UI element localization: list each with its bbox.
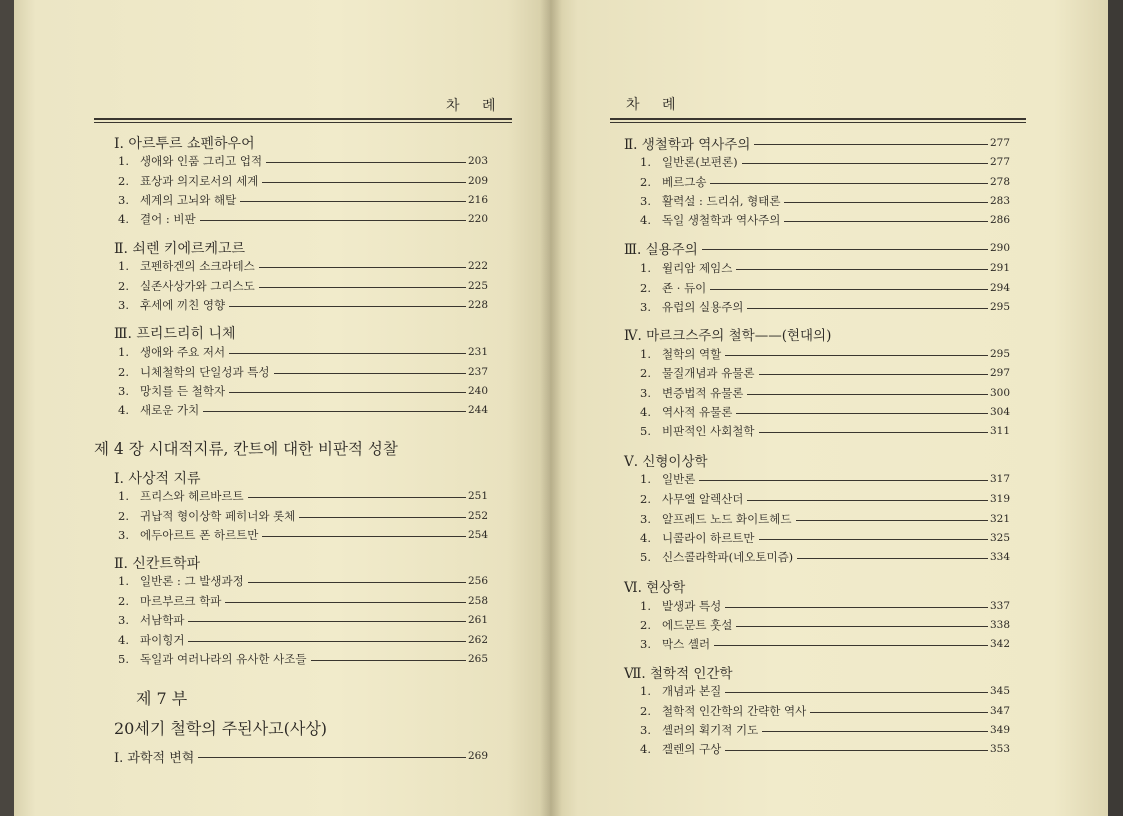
leader-line	[266, 162, 466, 163]
entry-page: 262	[467, 634, 488, 646]
entry-page: 337	[989, 600, 1010, 612]
entry-number: 1.	[640, 472, 651, 486]
toc-entry	[640, 491, 1010, 507]
book-gutter	[540, 0, 562, 816]
entry-number: 1.	[640, 684, 651, 698]
section-title: Ⅶ. 철학적 인간학	[624, 666, 733, 682]
leader-line	[754, 144, 988, 145]
leader-line	[742, 163, 988, 164]
leader-line	[810, 712, 988, 713]
entry-title: 유럽의 실용주의	[662, 300, 744, 314]
entry-page: 269	[467, 750, 488, 762]
leader-line	[759, 432, 988, 433]
entry-page: 338	[989, 619, 1010, 631]
entry-title: 사무엘 알렉산더	[662, 492, 744, 506]
entry-title: 생애와 인품 그리고 업적	[140, 154, 263, 168]
toc-entry	[640, 683, 1010, 699]
running-head: 차 례	[446, 98, 505, 114]
leader-line	[311, 660, 466, 661]
toc-entry	[118, 593, 488, 609]
entry-number: 1.	[118, 345, 129, 359]
entry-title: 일반론 : 그 발생과정	[140, 574, 244, 588]
leader-line	[725, 607, 988, 608]
entry-number: 4.	[640, 742, 651, 756]
entry-title: 윌리암 제임스	[662, 261, 733, 275]
toc-entry	[640, 212, 1010, 228]
toc-section-entry	[624, 134, 1010, 152]
entry-title: 니콜라이 하르트만	[662, 531, 755, 545]
toc-entry	[640, 365, 1010, 381]
entry-page: 203	[467, 155, 488, 167]
entry-title: 파이힝거	[140, 633, 185, 647]
entry-page: 261	[467, 614, 488, 626]
toc-entry	[640, 598, 1010, 614]
part-number: 제 7 부	[136, 689, 188, 708]
toc-section-entry	[624, 239, 1010, 257]
entry-page: 277	[989, 137, 1010, 149]
entry-page: 297	[989, 367, 1010, 379]
leader-line	[229, 353, 466, 354]
entry-title: 물질개념과 유물론	[662, 366, 755, 380]
leader-line	[248, 582, 466, 583]
leader-line	[240, 201, 466, 202]
entry-page: 311	[989, 425, 1010, 437]
leader-line	[248, 497, 466, 498]
entry-number: 2.	[118, 509, 129, 523]
toc-entry	[640, 703, 1010, 719]
toc-entry	[640, 636, 1010, 652]
entry-page: 295	[989, 348, 1010, 360]
entry-page: 277	[989, 156, 1010, 168]
entry-page: 216	[467, 194, 488, 206]
leader-line	[710, 289, 988, 290]
toc-entry	[118, 632, 488, 648]
section-title: Ⅳ. 마르크스주의 철학——(현대의)	[624, 328, 832, 344]
entry-number: 2.	[118, 365, 129, 379]
entry-title: 알프레드 노드 화이트헤드	[662, 512, 792, 526]
entry-title: 베르그송	[662, 175, 707, 189]
entry-title: 새로운 가치	[140, 403, 200, 417]
entry-title: 마르부르크 학파	[140, 594, 222, 608]
toc-entry	[118, 278, 488, 294]
leader-line	[747, 500, 988, 501]
entry-page: 334	[989, 551, 1010, 563]
entry-page: 300	[989, 387, 1010, 399]
toc-entry	[640, 385, 1010, 401]
entry-page: 345	[989, 685, 1010, 697]
entry-title: 실존사상가와 그리스도	[140, 279, 255, 293]
entry-page: 294	[989, 282, 1010, 294]
leader-line	[225, 602, 466, 603]
entry-page: 342	[989, 638, 1010, 650]
leader-line	[188, 621, 466, 622]
entry-title: 코펜하겐의 소크라테스	[140, 259, 255, 273]
entry-number: 1.	[118, 259, 129, 273]
entry-page: 228	[467, 299, 488, 311]
leader-line	[725, 750, 988, 751]
header-rule	[94, 122, 512, 123]
entry-number: 5.	[118, 652, 129, 666]
entry-number: 1.	[118, 574, 129, 588]
entry-number: 1.	[118, 154, 129, 168]
entry-page: 349	[989, 724, 1010, 736]
entry-page: 225	[467, 280, 488, 292]
entry-title: 변증법적 유물론	[662, 386, 744, 400]
entry-number: 2.	[640, 281, 651, 295]
leader-line	[797, 558, 988, 559]
section-title: Ⅰ. 사상적 지류	[114, 471, 201, 487]
entry-number: 4.	[640, 405, 651, 419]
toc-entry	[118, 573, 488, 589]
entry-number: 3.	[118, 613, 129, 627]
leader-line	[274, 373, 466, 374]
entry-page: 283	[989, 195, 1010, 207]
entry-number: 3.	[118, 193, 129, 207]
entry-number: 1.	[640, 599, 651, 613]
entry-number: 1.	[640, 347, 651, 361]
leader-line	[796, 520, 988, 521]
entry-page: 304	[989, 406, 1010, 418]
leader-line	[188, 641, 466, 642]
toc-entry	[640, 299, 1010, 315]
entry-title: 귀납적 형이상학 페히너와 롯체	[140, 509, 296, 523]
section-title: Ⅲ. 프리드리히 니체	[114, 326, 236, 342]
entry-title: 일반론(보편론)	[662, 155, 738, 169]
toc-entry	[640, 260, 1010, 276]
header-rule	[94, 118, 512, 120]
entry-number: 5.	[640, 424, 651, 438]
toc-entry	[640, 404, 1010, 420]
entry-number: 4.	[118, 403, 129, 417]
toc-entry	[118, 192, 488, 208]
leader-line	[714, 645, 988, 646]
entry-number: 2.	[640, 492, 651, 506]
entry-number: 2.	[640, 704, 651, 718]
entry-number: 2.	[118, 279, 129, 293]
entry-page: 220	[467, 213, 488, 225]
chapter-title: 제 4 장 시대적지류, 칸트에 대한 비판적 성찰	[94, 440, 398, 458]
entry-title: 발생과 특성	[662, 599, 722, 613]
toc-entry	[118, 612, 488, 628]
leader-line	[229, 306, 466, 307]
part-title: 20세기 철학의 주된사고(사상)	[114, 719, 328, 738]
header-rule	[610, 118, 1026, 120]
entry-page: 325	[989, 532, 1010, 544]
entry-number: 2.	[640, 618, 651, 632]
toc-entry	[640, 346, 1010, 362]
toc-entry	[118, 211, 488, 227]
leader-line	[725, 692, 988, 693]
entry-page: 278	[989, 176, 1010, 188]
entry-number: 2.	[118, 594, 129, 608]
entry-title: 역사적 유물론	[662, 405, 733, 419]
entry-title: 세계의 고뇌와 해탈	[140, 193, 237, 207]
toc-entry	[640, 423, 1010, 439]
entry-page: 347	[989, 705, 1010, 717]
toc-entry	[640, 174, 1010, 190]
leader-line	[262, 182, 466, 183]
toc-entry	[118, 153, 488, 169]
background-edge	[1108, 0, 1123, 816]
leader-line	[762, 731, 988, 732]
entry-page: 252	[467, 510, 488, 522]
section-title: Ⅱ. 생철학과 역사주의	[624, 137, 751, 153]
toc-entry	[118, 527, 488, 543]
section-title: Ⅱ. 신칸트학파	[114, 556, 201, 572]
entry-number: 2.	[118, 174, 129, 188]
entry-page: 251	[467, 490, 488, 502]
entry-number: 3.	[640, 300, 651, 314]
leader-line	[259, 267, 466, 268]
entry-title: Ⅰ. 과학적 변혁	[114, 750, 195, 766]
toc-entry	[118, 344, 488, 360]
entry-title: 신스콜라학파(네오토미즘)	[662, 550, 794, 564]
entry-page: 265	[467, 653, 488, 665]
entry-number: 2.	[640, 366, 651, 380]
left-page	[14, 0, 550, 816]
entry-page: 209	[467, 175, 488, 187]
entry-title: 철학적 인간학의 간략한 역사	[662, 704, 807, 718]
entry-number: 3.	[640, 512, 651, 526]
leader-line	[299, 517, 466, 518]
entry-page: 319	[989, 493, 1010, 505]
leader-line	[710, 183, 988, 184]
entry-title: 망치를 든 철학자	[140, 384, 226, 398]
toc-entry	[118, 364, 488, 380]
toc-entry	[640, 280, 1010, 296]
entry-number: 3.	[118, 528, 129, 542]
entry-number: 4.	[118, 633, 129, 647]
entry-title: 생애와 주요 저서	[140, 345, 226, 359]
entry-title: 비판적인 사회철학	[662, 424, 755, 438]
section-title: Ⅴ. 신형이상학	[624, 454, 708, 470]
entry-page: 231	[467, 346, 488, 358]
toc-entry	[640, 154, 1010, 170]
section-title: Ⅱ. 쇠렌 키에르케고르	[114, 241, 246, 257]
entry-page: 321	[989, 513, 1010, 525]
leader-line	[736, 626, 988, 627]
toc-entry	[640, 530, 1010, 546]
leader-line	[736, 413, 988, 414]
leader-line	[759, 374, 988, 375]
running-head: 차 례	[626, 97, 685, 113]
entry-page: 295	[989, 301, 1010, 313]
entry-title: 겔렌의 구상	[662, 742, 722, 756]
entry-number: 1.	[118, 489, 129, 503]
entry-title: 표상과 의지로서의 세계	[140, 174, 259, 188]
entry-title: 후세에 끼친 영향	[140, 298, 226, 312]
entry-page: 237	[467, 366, 488, 378]
leader-line	[725, 355, 988, 356]
entry-number: 4.	[640, 531, 651, 545]
entry-page: 222	[467, 260, 488, 272]
toc-entry	[114, 748, 488, 764]
toc-entry	[118, 297, 488, 313]
leader-line	[262, 536, 466, 537]
toc-entry	[118, 651, 488, 667]
leader-line	[200, 220, 466, 221]
toc-entry	[640, 741, 1010, 757]
entry-number: 3.	[640, 637, 651, 651]
entry-number: 3.	[118, 298, 129, 312]
entry-page: 291	[989, 262, 1010, 274]
toc-entry	[640, 617, 1010, 633]
right-page	[550, 0, 1110, 816]
leader-line	[229, 392, 466, 393]
section-title: Ⅲ. 실용주의	[624, 242, 698, 258]
entry-title: 막스 셸러	[662, 637, 711, 651]
toc-entry	[640, 549, 1010, 565]
entry-page: 258	[467, 595, 488, 607]
entry-number: 3.	[118, 384, 129, 398]
entry-number: 3.	[640, 386, 651, 400]
toc-entry	[118, 402, 488, 418]
section-title: Ⅰ. 아르투르 쇼펜하우어	[114, 136, 255, 152]
toc-entry	[640, 722, 1010, 738]
entry-title: 일반론	[662, 472, 696, 486]
entry-title: 독일과 여러나라의 유사한 사조들	[140, 652, 307, 666]
toc-entry	[118, 173, 488, 189]
entry-title: 프리스와 헤르바르트	[140, 489, 244, 503]
entry-number: 2.	[640, 175, 651, 189]
entry-page: 244	[467, 404, 488, 416]
entry-title: 서남학파	[140, 613, 185, 627]
entry-number: 3.	[640, 723, 651, 737]
entry-number: 4.	[640, 213, 651, 227]
entry-title: 에드문트 훗설	[662, 618, 733, 632]
leader-line	[203, 411, 466, 412]
entry-title: 활력설 : 드리쉬, 형태론	[662, 194, 781, 208]
entry-page: 290	[989, 242, 1010, 254]
entry-number: 1.	[640, 155, 651, 169]
entry-title: 니체철학의 단일성과 특성	[140, 365, 270, 379]
leader-line	[198, 757, 466, 758]
leader-line	[702, 249, 988, 250]
toc-entry	[640, 193, 1010, 209]
leader-line	[784, 221, 988, 222]
entry-title: 독일 생철학과 역사주의	[662, 213, 781, 227]
leader-line	[736, 269, 988, 270]
entry-title: 셸러의 획기적 기도	[662, 723, 759, 737]
toc-entry	[118, 258, 488, 274]
entry-page: 240	[467, 385, 488, 397]
leader-line	[699, 480, 988, 481]
entry-title: 결어 : 비판	[140, 212, 196, 226]
toc-entry	[118, 508, 488, 524]
entry-number: 1.	[640, 261, 651, 275]
entry-page: 353	[989, 743, 1010, 755]
toc-entry	[118, 383, 488, 399]
section-title: Ⅵ. 현상학	[624, 580, 686, 596]
leader-line	[784, 202, 987, 203]
entry-number: 3.	[640, 194, 651, 208]
leader-line	[759, 539, 988, 540]
header-rule	[610, 122, 1026, 123]
leader-line	[259, 287, 466, 288]
entry-title: 개념과 본질	[662, 684, 722, 698]
leader-line	[747, 394, 988, 395]
leader-line	[747, 308, 988, 309]
entry-number: 5.	[640, 550, 651, 564]
entry-title: 죤 · 듀이	[662, 281, 707, 295]
entry-page: 256	[467, 575, 488, 587]
entry-page: 254	[467, 529, 488, 541]
entry-page: 317	[989, 473, 1010, 485]
entry-number: 4.	[118, 212, 129, 226]
toc-entry	[640, 511, 1010, 527]
entry-title: 철학의 역할	[662, 347, 722, 361]
toc-entry	[640, 471, 1010, 487]
toc-entry	[118, 488, 488, 504]
entry-title: 에두아르트 폰 하르트만	[140, 528, 259, 542]
entry-page: 286	[989, 214, 1010, 226]
